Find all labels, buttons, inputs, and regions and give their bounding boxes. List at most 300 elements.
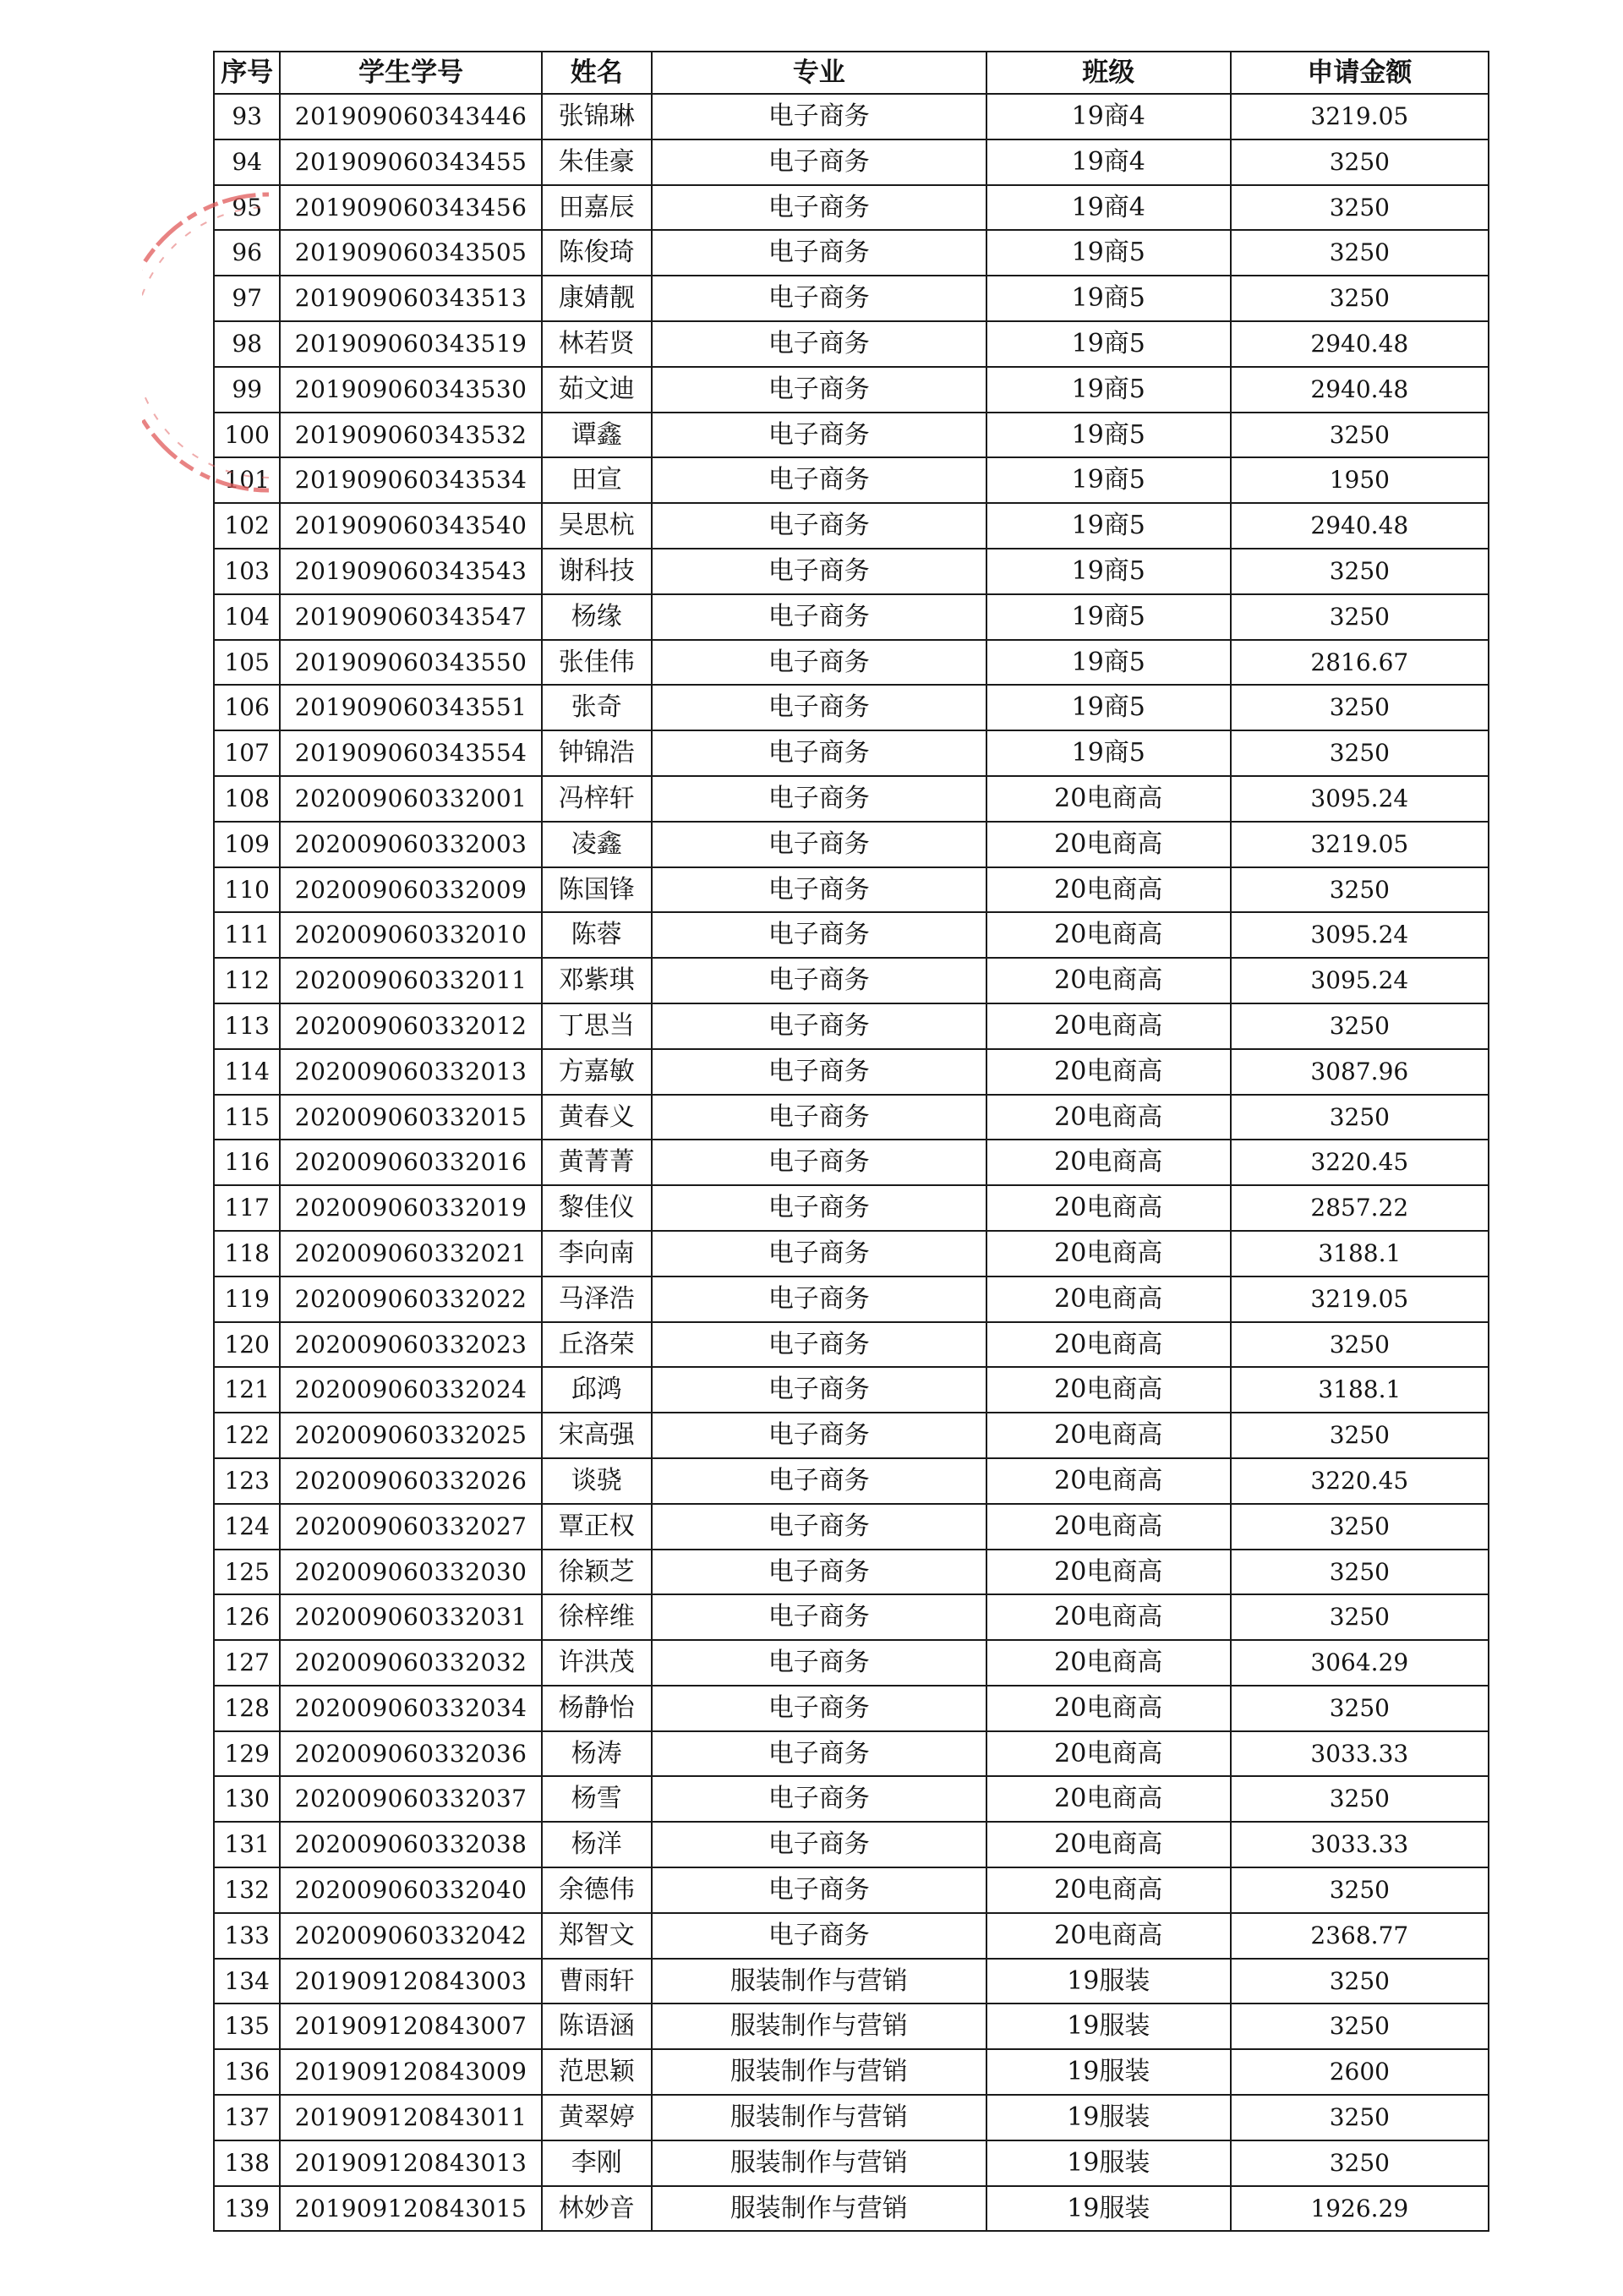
cell-name: 杨雪 (542, 1776, 652, 1822)
cell-name: 杨静怡 (542, 1686, 652, 1731)
cell-class: 20电商高 (986, 912, 1231, 958)
cell-name: 田嘉辰 (542, 185, 652, 231)
table-row (214, 549, 1489, 594)
table-row (214, 1049, 1489, 1095)
table-row (214, 640, 1489, 686)
cell-class: 20电商高 (986, 1140, 1231, 1185)
cell-amount: 3219.05 (1231, 1276, 1489, 1322)
cell-amount: 2368.77 (1231, 1913, 1489, 1959)
cell-name: 黄翠婷 (542, 2095, 652, 2140)
cell-amount: 3250 (1231, 1504, 1489, 1550)
table-row (214, 958, 1489, 1003)
cell-seq: 136 (214, 2049, 280, 2095)
cell-student-id: 202009060332042 (280, 1913, 541, 1959)
cell-student-id: 202009060332038 (280, 1822, 541, 1867)
table-row (214, 822, 1489, 867)
cell-seq: 129 (214, 1731, 280, 1777)
cell-seq: 134 (214, 1959, 280, 2004)
cell-name: 张奇 (542, 685, 652, 730)
cell-major: 电子商务 (652, 1367, 986, 1413)
cell-student-id: 202009060332016 (280, 1140, 541, 1185)
cell-class: 20电商高 (986, 1504, 1231, 1550)
cell-name: 杨涛 (542, 1731, 652, 1777)
cell-student-id: 202009060332034 (280, 1686, 541, 1731)
cell-major: 服装制作与营销 (652, 2004, 986, 2049)
table-row (214, 1003, 1489, 1049)
cell-major: 电子商务 (652, 139, 986, 185)
cell-amount: 3250 (1231, 1867, 1489, 1913)
cell-student-id: 201909060343554 (280, 730, 541, 776)
cell-major: 电子商务 (652, 549, 986, 594)
cell-student-id: 201909060343446 (280, 94, 541, 139)
cell-name: 覃正权 (542, 1504, 652, 1550)
cell-major: 服装制作与营销 (652, 2049, 986, 2095)
table-row (214, 776, 1489, 822)
cell-amount: 3250 (1231, 730, 1489, 776)
cell-student-id: 202009060332031 (280, 1594, 541, 1640)
cell-major: 电子商务 (652, 1003, 986, 1049)
student-grant-table (213, 51, 1489, 2232)
cell-student-id: 202009060332027 (280, 1504, 541, 1550)
cell-student-id: 202009060332001 (280, 776, 541, 822)
header-class: 班级 (986, 52, 1231, 94)
cell-class: 20电商高 (986, 1550, 1231, 1595)
cell-student-id: 201909060343505 (280, 230, 541, 276)
cell-amount: 3250 (1231, 1959, 1489, 2004)
cell-seq: 100 (214, 413, 280, 458)
cell-amount: 3250 (1231, 1095, 1489, 1140)
cell-student-id: 202009060332023 (280, 1322, 541, 1368)
cell-student-id: 202009060332024 (280, 1367, 541, 1413)
cell-major: 电子商务 (652, 1594, 986, 1640)
cell-major: 电子商务 (652, 503, 986, 549)
cell-name: 林若贤 (542, 321, 652, 367)
cell-name: 黎佳仪 (542, 1185, 652, 1231)
cell-name: 钟锦浩 (542, 730, 652, 776)
cell-class: 19服装 (986, 2049, 1231, 2095)
cell-seq: 128 (214, 1686, 280, 1731)
cell-student-id: 201909060343519 (280, 321, 541, 367)
cell-major: 电子商务 (652, 321, 986, 367)
cell-student-id: 202009060332015 (280, 1095, 541, 1140)
cell-class: 19商4 (986, 139, 1231, 185)
cell-student-id: 201909060343455 (280, 139, 541, 185)
cell-seq: 118 (214, 1231, 280, 1276)
cell-name: 茹文迪 (542, 367, 652, 413)
cell-name: 李刚 (542, 2140, 652, 2186)
cell-student-id: 201909060343550 (280, 640, 541, 686)
cell-name: 谭鑫 (542, 413, 652, 458)
cell-name: 冯梓轩 (542, 776, 652, 822)
table-row (214, 685, 1489, 730)
cell-amount: 3250 (1231, 1550, 1489, 1595)
cell-seq: 108 (214, 776, 280, 822)
cell-seq: 138 (214, 2140, 280, 2186)
cell-name: 丘洛荣 (542, 1322, 652, 1368)
table-row (214, 2186, 1489, 2232)
table-row (214, 503, 1489, 549)
cell-class: 20电商高 (986, 958, 1231, 1003)
cell-name: 杨缘 (542, 594, 652, 640)
header-amount: 申请金额 (1231, 52, 1489, 94)
cell-name: 宋高强 (542, 1413, 652, 1458)
table-row (214, 230, 1489, 276)
cell-class: 20电商高 (986, 1686, 1231, 1731)
cell-student-id: 202009060332003 (280, 822, 541, 867)
table-header-row (214, 52, 1489, 94)
cell-name: 黄菁菁 (542, 1140, 652, 1185)
cell-major: 电子商务 (652, 457, 986, 503)
cell-name: 方嘉敏 (542, 1049, 652, 1095)
cell-seq: 139 (214, 2186, 280, 2232)
cell-major: 电子商务 (652, 1185, 986, 1231)
cell-major: 电子商务 (652, 185, 986, 231)
cell-seq: 93 (214, 94, 280, 139)
table-row (214, 276, 1489, 321)
cell-class: 20电商高 (986, 1822, 1231, 1867)
cell-amount: 3250 (1231, 1776, 1489, 1822)
cell-seq: 94 (214, 139, 280, 185)
cell-seq: 130 (214, 1776, 280, 1822)
cell-class: 19商5 (986, 321, 1231, 367)
cell-amount: 3033.33 (1231, 1731, 1489, 1777)
cell-major: 电子商务 (652, 1822, 986, 1867)
cell-class: 20电商高 (986, 1003, 1231, 1049)
cell-amount: 3250 (1231, 276, 1489, 321)
cell-class: 20电商高 (986, 1776, 1231, 1822)
table-row (214, 2140, 1489, 2186)
cell-student-id: 202009060332009 (280, 867, 541, 913)
cell-major: 服装制作与营销 (652, 2140, 986, 2186)
table-row (214, 321, 1489, 367)
table-row (214, 867, 1489, 913)
cell-seq: 137 (214, 2095, 280, 2140)
cell-amount: 3250 (1231, 549, 1489, 594)
cell-name: 许洪茂 (542, 1640, 652, 1686)
cell-student-id: 201909120843007 (280, 2004, 541, 2049)
table-row (214, 912, 1489, 958)
cell-seq: 105 (214, 640, 280, 686)
cell-student-id: 202009060332010 (280, 912, 541, 958)
cell-amount: 3095.24 (1231, 776, 1489, 822)
cell-class: 19服装 (986, 2186, 1231, 2232)
header-student-id: 学生学号 (280, 52, 541, 94)
cell-class: 20电商高 (986, 1458, 1231, 1504)
cell-class: 20电商高 (986, 1413, 1231, 1458)
cell-major: 电子商务 (652, 640, 986, 686)
cell-amount: 3220.45 (1231, 1458, 1489, 1504)
table-row (214, 1367, 1489, 1413)
cell-major: 电子商务 (652, 867, 986, 913)
cell-name: 徐梓维 (542, 1594, 652, 1640)
cell-class: 20电商高 (986, 1867, 1231, 1913)
cell-major: 电子商务 (652, 1276, 986, 1322)
cell-student-id: 202009060332032 (280, 1640, 541, 1686)
cell-amount: 2816.67 (1231, 640, 1489, 686)
cell-amount: 3033.33 (1231, 1822, 1489, 1867)
cell-major: 电子商务 (652, 685, 986, 730)
cell-seq: 126 (214, 1594, 280, 1640)
cell-amount: 2857.22 (1231, 1185, 1489, 1231)
cell-class: 20电商高 (986, 867, 1231, 913)
table-row (214, 1867, 1489, 1913)
cell-major: 电子商务 (652, 1095, 986, 1140)
table-row (214, 1504, 1489, 1550)
cell-amount: 1926.29 (1231, 2186, 1489, 2232)
cell-amount: 3250 (1231, 1594, 1489, 1640)
cell-name: 杨洋 (542, 1822, 652, 1867)
cell-seq: 98 (214, 321, 280, 367)
cell-major: 电子商务 (652, 1049, 986, 1095)
table-row (214, 1231, 1489, 1276)
cell-name: 吴思杭 (542, 503, 652, 549)
cell-seq: 106 (214, 685, 280, 730)
cell-major: 电子商务 (652, 1504, 986, 1550)
cell-name: 徐颖芝 (542, 1550, 652, 1595)
cell-amount: 3250 (1231, 2004, 1489, 2049)
cell-name: 陈蓉 (542, 912, 652, 958)
cell-major: 电子商务 (652, 94, 986, 139)
cell-amount: 3250 (1231, 867, 1489, 913)
table-row (214, 1959, 1489, 2004)
cell-seq: 95 (214, 185, 280, 231)
cell-amount: 3220.45 (1231, 1140, 1489, 1185)
cell-amount: 3250 (1231, 185, 1489, 231)
cell-student-id: 201909060343551 (280, 685, 541, 730)
cell-student-id: 201909060343540 (280, 503, 541, 549)
table-row (214, 730, 1489, 776)
cell-major: 电子商务 (652, 730, 986, 776)
cell-student-id: 202009060332026 (280, 1458, 541, 1504)
cell-amount: 3095.24 (1231, 912, 1489, 958)
cell-class: 19商5 (986, 457, 1231, 503)
cell-amount: 2940.48 (1231, 367, 1489, 413)
header-name: 姓名 (542, 52, 652, 94)
cell-major: 电子商务 (652, 958, 986, 1003)
cell-amount: 3250 (1231, 1686, 1489, 1731)
cell-seq: 132 (214, 1867, 280, 1913)
table-row (214, 413, 1489, 458)
cell-student-id: 202009060332012 (280, 1003, 541, 1049)
table-row (214, 1594, 1489, 1640)
cell-student-id: 201909060343532 (280, 413, 541, 458)
table-row (214, 1822, 1489, 1867)
cell-major: 服装制作与营销 (652, 2095, 986, 2140)
cell-name: 范思颖 (542, 2049, 652, 2095)
cell-name: 黄春义 (542, 1095, 652, 1140)
cell-seq: 99 (214, 367, 280, 413)
cell-major: 电子商务 (652, 1413, 986, 1458)
table-row (214, 1185, 1489, 1231)
cell-seq: 135 (214, 2004, 280, 2049)
cell-major: 电子商务 (652, 230, 986, 276)
cell-seq: 121 (214, 1367, 280, 1413)
table-row (214, 1095, 1489, 1140)
cell-class: 19商5 (986, 276, 1231, 321)
table-row (214, 94, 1489, 139)
cell-name: 李向南 (542, 1231, 652, 1276)
cell-student-id: 202009060332036 (280, 1731, 541, 1777)
cell-seq: 116 (214, 1140, 280, 1185)
cell-amount: 1950 (1231, 457, 1489, 503)
cell-major: 电子商务 (652, 1231, 986, 1276)
cell-major: 电子商务 (652, 1731, 986, 1777)
cell-amount: 3219.05 (1231, 822, 1489, 867)
cell-major: 电子商务 (652, 1640, 986, 1686)
cell-amount: 2940.48 (1231, 503, 1489, 549)
cell-student-id: 202009060332021 (280, 1231, 541, 1276)
table-row (214, 1731, 1489, 1777)
cell-class: 20电商高 (986, 1049, 1231, 1095)
cell-class: 19商5 (986, 685, 1231, 730)
cell-student-id: 201909060343513 (280, 276, 541, 321)
cell-class: 19商5 (986, 230, 1231, 276)
cell-seq: 110 (214, 867, 280, 913)
cell-seq: 133 (214, 1913, 280, 1959)
cell-seq: 119 (214, 1276, 280, 1322)
cell-name: 谢科技 (542, 549, 652, 594)
cell-amount: 3087.96 (1231, 1049, 1489, 1095)
cell-seq: 131 (214, 1822, 280, 1867)
cell-name: 丁思当 (542, 1003, 652, 1049)
table-row (214, 1458, 1489, 1504)
cell-amount: 3250 (1231, 594, 1489, 640)
cell-name: 康婧靓 (542, 276, 652, 321)
table-row (214, 367, 1489, 413)
cell-amount: 3188.1 (1231, 1231, 1489, 1276)
table-row (214, 1913, 1489, 1959)
cell-amount: 3095.24 (1231, 958, 1489, 1003)
table-row (214, 457, 1489, 503)
cell-major: 电子商务 (652, 1776, 986, 1822)
cell-class: 20电商高 (986, 1095, 1231, 1140)
header-major: 专业 (652, 52, 986, 94)
cell-seq: 112 (214, 958, 280, 1003)
cell-major: 电子商务 (652, 1913, 986, 1959)
cell-seq: 101 (214, 457, 280, 503)
cell-major: 电子商务 (652, 1322, 986, 1368)
cell-amount: 3250 (1231, 1322, 1489, 1368)
cell-name: 邓紫琪 (542, 958, 652, 1003)
cell-student-id: 201909120843015 (280, 2186, 541, 2232)
cell-seq: 120 (214, 1322, 280, 1368)
cell-class: 20电商高 (986, 1913, 1231, 1959)
cell-seq: 125 (214, 1550, 280, 1595)
cell-seq: 109 (214, 822, 280, 867)
cell-amount: 2600 (1231, 2049, 1489, 2095)
cell-class: 20电商高 (986, 1231, 1231, 1276)
cell-major: 电子商务 (652, 413, 986, 458)
cell-student-id: 201909060343456 (280, 185, 541, 231)
cell-name: 田宣 (542, 457, 652, 503)
cell-class: 20电商高 (986, 1276, 1231, 1322)
cell-class: 20电商高 (986, 822, 1231, 867)
cell-seq: 114 (214, 1049, 280, 1095)
table-row (214, 594, 1489, 640)
cell-major: 电子商务 (652, 912, 986, 958)
cell-seq: 97 (214, 276, 280, 321)
table-row (214, 1776, 1489, 1822)
cell-major: 电子商务 (652, 1686, 986, 1731)
cell-amount: 3250 (1231, 685, 1489, 730)
cell-student-id: 201909120843003 (280, 1959, 541, 2004)
table-row (214, 1322, 1489, 1368)
cell-amount: 3219.05 (1231, 94, 1489, 139)
cell-student-id: 201909120843009 (280, 2049, 541, 2095)
cell-student-id: 201909060343530 (280, 367, 541, 413)
cell-amount: 3250 (1231, 1413, 1489, 1458)
cell-name: 陈俊琦 (542, 230, 652, 276)
cell-major: 服装制作与营销 (652, 1959, 986, 2004)
table-row (214, 2004, 1489, 2049)
header-seq: 序号 (214, 52, 280, 94)
cell-name: 陈语涵 (542, 2004, 652, 2049)
table-row (214, 1413, 1489, 1458)
cell-class: 19服装 (986, 1959, 1231, 2004)
cell-class: 20电商高 (986, 1185, 1231, 1231)
cell-student-id: 202009060332025 (280, 1413, 541, 1458)
cell-name: 郑智文 (542, 1913, 652, 1959)
cell-amount: 3250 (1231, 139, 1489, 185)
cell-amount: 3250 (1231, 2095, 1489, 2140)
cell-class: 19商5 (986, 730, 1231, 776)
cell-student-id: 202009060332030 (280, 1550, 541, 1595)
cell-name: 陈国锋 (542, 867, 652, 913)
cell-student-id: 202009060332011 (280, 958, 541, 1003)
cell-name: 张锦琳 (542, 94, 652, 139)
cell-class: 19商5 (986, 367, 1231, 413)
cell-class: 20电商高 (986, 1731, 1231, 1777)
cell-name: 张佳伟 (542, 640, 652, 686)
cell-name: 谈骁 (542, 1458, 652, 1504)
cell-student-id: 201909120843011 (280, 2095, 541, 2140)
cell-major: 电子商务 (652, 1140, 986, 1185)
table-row (214, 185, 1489, 231)
cell-student-id: 201909120843013 (280, 2140, 541, 2186)
cell-class: 20电商高 (986, 1640, 1231, 1686)
cell-seq: 113 (214, 1003, 280, 1049)
cell-amount: 3250 (1231, 1003, 1489, 1049)
cell-seq: 124 (214, 1504, 280, 1550)
cell-amount: 3250 (1231, 413, 1489, 458)
cell-class: 19商5 (986, 594, 1231, 640)
table-row (214, 1276, 1489, 1322)
cell-seq: 123 (214, 1458, 280, 1504)
cell-class: 19服装 (986, 2004, 1231, 2049)
cell-major: 电子商务 (652, 1867, 986, 1913)
cell-student-id: 202009060332040 (280, 1867, 541, 1913)
cell-seq: 103 (214, 549, 280, 594)
table-row (214, 1550, 1489, 1595)
cell-major: 电子商务 (652, 276, 986, 321)
cell-major: 电子商务 (652, 1550, 986, 1595)
cell-name: 林妙音 (542, 2186, 652, 2232)
cell-student-id: 201909060343534 (280, 457, 541, 503)
cell-name: 凌鑫 (542, 822, 652, 867)
table-row (214, 1640, 1489, 1686)
cell-class: 19商4 (986, 185, 1231, 231)
cell-class: 20电商高 (986, 1322, 1231, 1368)
cell-seq: 102 (214, 503, 280, 549)
cell-major: 电子商务 (652, 367, 986, 413)
cell-student-id: 202009060332037 (280, 1776, 541, 1822)
cell-seq: 122 (214, 1413, 280, 1458)
table-row (214, 1686, 1489, 1731)
table-row (214, 1140, 1489, 1185)
cell-class: 19商5 (986, 503, 1231, 549)
cell-amount: 3250 (1231, 230, 1489, 276)
cell-seq: 111 (214, 912, 280, 958)
